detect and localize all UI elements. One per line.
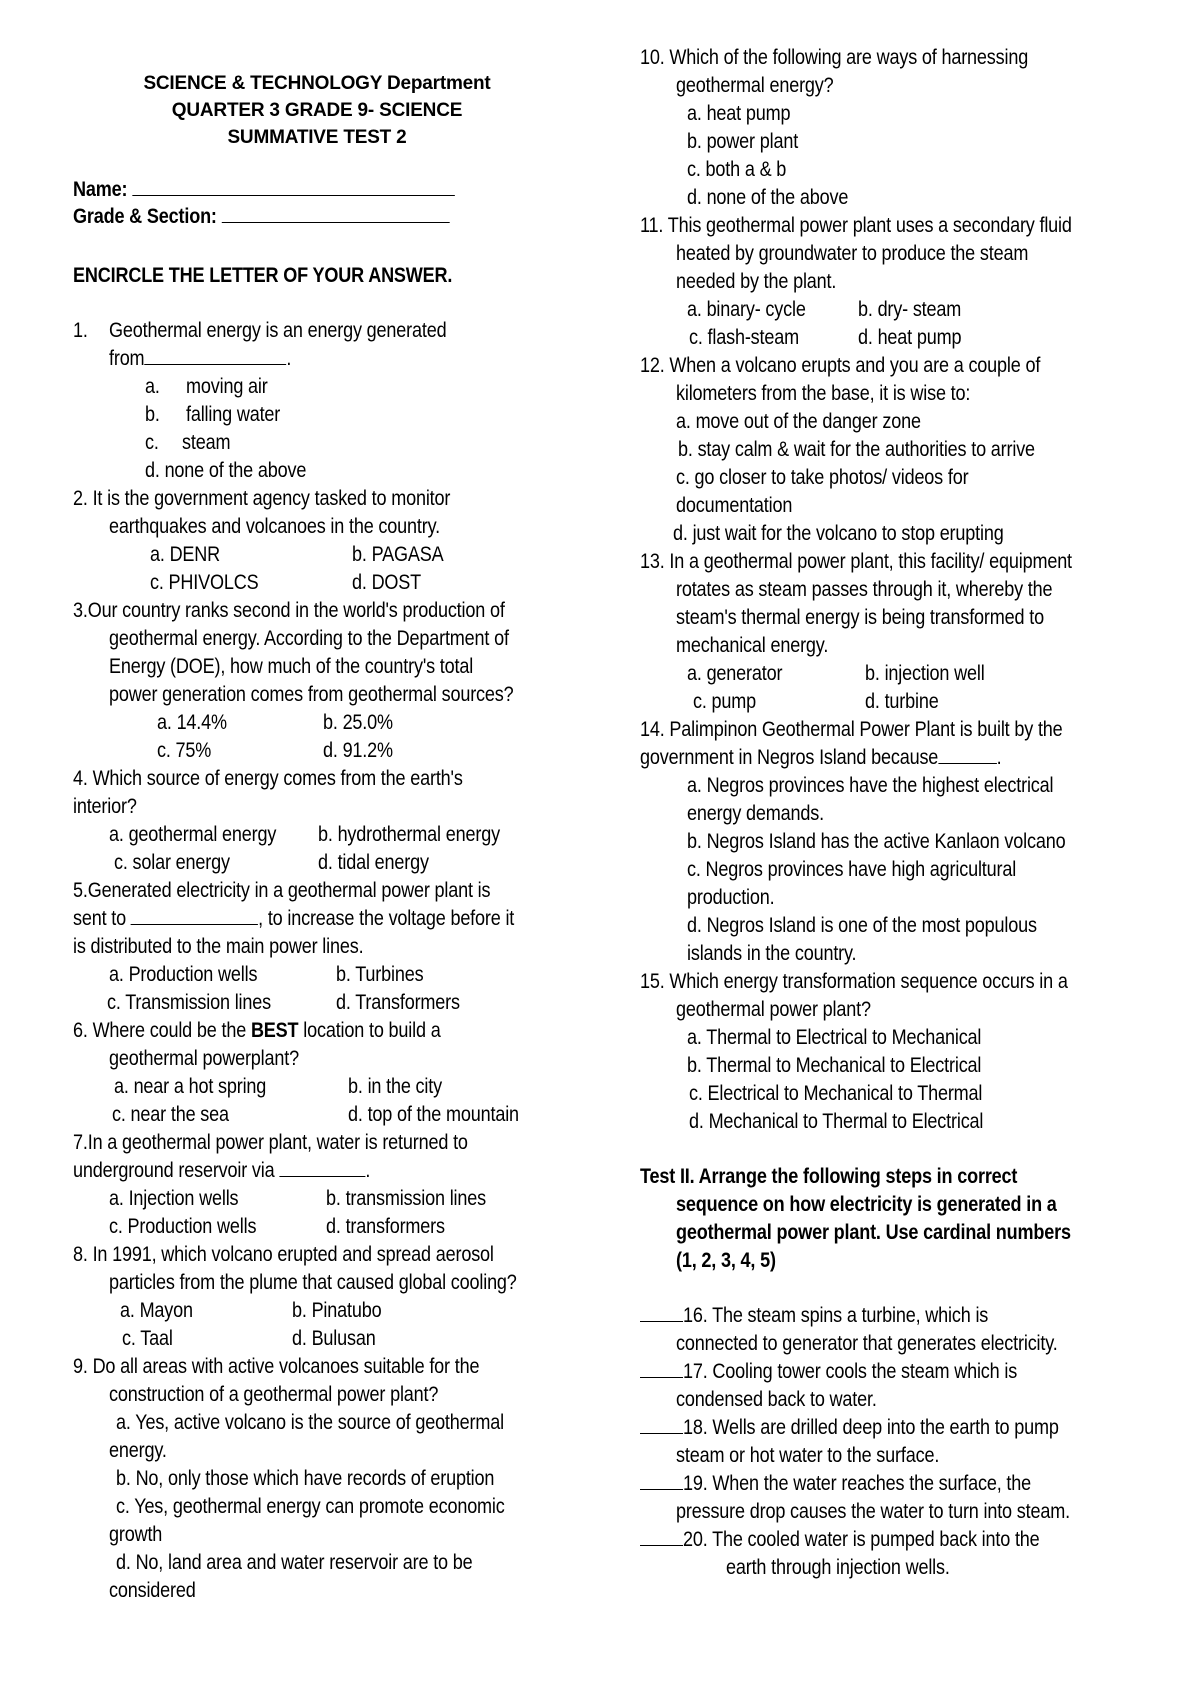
q14-option-a[interactable]: a. Negros provinces have the highest electrical (687, 774, 1054, 797)
q10-stem-line2: geothermal energy? (676, 74, 834, 97)
test2-instruction-line4: (1, 2, 3, 4, 5) (676, 1249, 776, 1272)
q14-option-a-line2: energy demands. (687, 802, 824, 825)
q6-option-d[interactable]: d. top of the mountain (348, 1103, 519, 1126)
q10-option-b[interactable]: b. power plant (687, 130, 799, 153)
q10-option-a[interactable]: a. heat pump (687, 102, 791, 125)
q7-stem-line2: underground reservoir via . (73, 1159, 371, 1182)
q9-stem: 9. Do all areas with active volcanoes suitable for the (73, 1355, 480, 1378)
q5-blank (131, 906, 258, 925)
q2-stem-line2: earthquakes and volcanoes in the country. (109, 515, 440, 538)
q12-option-c[interactable]: c. go closer to take photos/ videos for (676, 466, 969, 489)
q3-stem: 3.Our country ranks second in the world's production of (73, 599, 505, 622)
q3-stem-line4: power generation comes from geothermal sources? (109, 683, 514, 706)
department-title: SCIENCE & TECHNOLOGY Department (143, 73, 491, 94)
q9-option-a[interactable]: a. Yes, active volcano is the source of geothermal (116, 1411, 504, 1434)
q9-option-b[interactable]: b. No, only those which have records of eruption (116, 1467, 495, 1490)
q5-option-a[interactable]: a. Production wells (109, 963, 258, 986)
q11-option-d[interactable]: d. heat pump (858, 326, 962, 349)
q6-stem: 6. Where could be the BEST location to build a (73, 1019, 441, 1042)
q4-option-d[interactable]: d. tidal energy (318, 851, 429, 874)
q2-option-c[interactable]: c. PHIVOLCS (150, 571, 259, 594)
q19-item: 19. When the water reaches the surface, the (640, 1470, 1031, 1498)
q1-stem-line2: from . (109, 347, 292, 370)
q7-blank (279, 1158, 365, 1177)
q8-option-c[interactable]: c. Taal (122, 1327, 173, 1350)
q6-option-a[interactable]: a. near a hot spring (114, 1075, 267, 1098)
q12-stem-line2: kilometers from the base, it is wise to: (676, 382, 971, 405)
q2-stem: 2. It is the government agency tasked to monitor (73, 487, 451, 510)
q15-stem: 15. Which energy transformation sequence occurs in a (640, 970, 1068, 993)
q11-option-a[interactable]: a. binary- cycle (687, 298, 806, 321)
q10-option-d[interactable]: d. none of the above (687, 186, 849, 209)
q16-answer-blank[interactable] (640, 1303, 683, 1322)
q14-stem: 14. Palimpinon Geothermal Power Plant is built by the (640, 718, 1063, 741)
q17-item: 17. Cooling tower cools the steam which is (640, 1358, 1017, 1386)
q15-option-d[interactable]: d. Mechanical to Thermal to Electrical (689, 1110, 984, 1133)
q4-option-c[interactable]: c. solar energy (114, 851, 230, 874)
q15-option-b[interactable]: b. Thermal to Mechanical to Electrical (687, 1054, 982, 1077)
q1-option-c-letter[interactable]: c. (145, 431, 159, 454)
q11-option-b[interactable]: b. dry- steam (858, 298, 962, 321)
q14-stem-line2: government in Negros Island because . (640, 746, 1002, 769)
q13-option-b[interactable]: b. injection well (865, 662, 985, 685)
q7-stem: 7.In a geothermal power plant, water is returned to (73, 1131, 468, 1154)
q3-option-b[interactable]: b. 25.0% (323, 711, 393, 734)
q11-stem-line2: heated by groundwater to produce the steam (676, 242, 1029, 265)
q15-stem-line2: geothermal power plant? (676, 998, 871, 1021)
test2-instruction-line3: geothermal power plant. Use cardinal numbers (676, 1221, 1071, 1244)
test2-instruction-line2: sequence on how electricity is generated in a (676, 1193, 1057, 1216)
q2-option-a[interactable]: a. DENR (150, 543, 221, 566)
q1-stem: Geothermal energy is an energy generated (109, 319, 447, 342)
q11-stem: 11. This geothermal power plant uses a secondary fluid (640, 214, 1072, 237)
q5-stem-line2: sent to , to increase the voltage before it (73, 907, 515, 930)
q12-option-b[interactable]: b. stay calm & wait for the authorities to arrive (678, 438, 1035, 461)
q8-option-d[interactable]: d. Bulusan (292, 1327, 376, 1350)
q13-stem: 13. In a geothermal power plant, this facility/ equipment (640, 550, 1072, 573)
q10-stem: 10. Which of the following are ways of harnessing (640, 46, 1029, 69)
q8-option-a[interactable]: a. Mayon (120, 1299, 193, 1322)
q14-blank (938, 745, 996, 764)
name-label: Name: (73, 178, 128, 201)
q4-option-b[interactable]: b. hydrothermal energy (318, 823, 500, 846)
q7-option-b[interactable]: b. transmission lines (326, 1187, 487, 1210)
section-label: Grade & Section: (73, 205, 217, 228)
q7-option-d[interactable]: d. transformers (326, 1215, 445, 1238)
q15-option-a[interactable]: a. Thermal to Electrical to Mechanical (687, 1026, 982, 1049)
q15-option-c[interactable]: c. Electrical to Mechanical to Thermal (689, 1082, 983, 1105)
q1-blank (144, 346, 286, 365)
q1-option-d[interactable]: d. none of the above (145, 459, 307, 482)
q4-stem: 4. Which source of energy comes from the earth's (73, 767, 463, 790)
q14-option-c-line2: production. (687, 886, 775, 909)
name-row (73, 176, 455, 204)
q12-stem: 12. When a volcano erupts and you are a couple of (640, 354, 1041, 377)
instruction: ENCIRCLE THE LETTER OF YOUR ANSWER. (73, 264, 453, 287)
q14-option-d-line2: islands in the country. (687, 942, 857, 965)
q13-option-d[interactable]: d. turbine (865, 690, 939, 713)
q11-stem-line3: needed by the plant. (676, 270, 837, 293)
q9-option-d[interactable]: d. No, land area and water reservoir are to be (116, 1551, 473, 1574)
q3-stem-line2: geothermal energy. According to the Department of (109, 627, 509, 650)
q4-stem-line2: interior? (73, 795, 137, 818)
q1-number: 1. (73, 319, 88, 342)
q17-answer-blank[interactable] (640, 1359, 683, 1378)
q11-option-c[interactable]: c. flash-steam (689, 326, 800, 349)
q13-option-a[interactable]: a. generator (687, 662, 783, 685)
q16-item-line2: connected to generator that generates electricity. (676, 1332, 1058, 1355)
q8-option-b[interactable]: b. Pinatubo (292, 1299, 382, 1322)
q2-option-b[interactable]: b. PAGASA (352, 543, 444, 566)
q14-option-b[interactable]: b. Negros Island has the active Kanlaon volcano (687, 830, 1066, 853)
q3-stem-line3: Energy (DOE), how much of the country's total (109, 655, 474, 678)
name-blank[interactable] (132, 177, 455, 196)
q20-item: 20. The cooled water is pumped back into the (640, 1526, 1040, 1554)
q7-option-c[interactable]: c. Production wells (109, 1215, 257, 1238)
q20-item-line2: earth through injection wells. (726, 1556, 950, 1579)
q1-option-a[interactable]: moving air (186, 375, 268, 398)
q19-item-line2: pressure drop causes the water to turn into steam. (676, 1500, 1070, 1523)
q18-answer-blank[interactable] (640, 1415, 683, 1434)
q12-option-c-line2: documentation (676, 494, 793, 517)
q6-stem-line2: geothermal powerplant? (109, 1047, 299, 1070)
q9-option-d-line2: considered (109, 1579, 196, 1602)
q9-option-c-line2: growth (109, 1523, 163, 1546)
q19-answer-blank[interactable] (640, 1471, 683, 1490)
q5-option-c[interactable]: c. Transmission lines (107, 991, 272, 1014)
q8-stem: 8. In 1991, which volcano erupted and spread aerosol (73, 1243, 494, 1266)
q13-stem-line2: rotates as steam passes through it, whereby the (676, 578, 1053, 601)
q13-stem-line4: mechanical energy. (676, 634, 829, 657)
q1-option-b-letter[interactable]: b. (145, 403, 160, 426)
q9-stem-line2: construction of a geothermal power plant? (109, 1383, 439, 1406)
test2-instruction: Test II. Arrange the following steps in correct (640, 1165, 1018, 1188)
q20-answer-blank[interactable] (640, 1527, 683, 1546)
q13-option-c[interactable]: c. pump (693, 690, 757, 713)
quarter-title: QUARTER 3 GRADE 9- SCIENCE (171, 100, 463, 121)
q13-stem-line3: steam's thermal energy is being transformed to (676, 606, 1044, 629)
q3-option-d[interactable]: d. 91.2% (323, 739, 393, 762)
q1-option-c[interactable]: steam (182, 431, 231, 454)
q10-option-c[interactable]: c. both a & b (687, 158, 787, 181)
q1-option-b[interactable]: falling water (186, 403, 281, 426)
test-title: SUMMATIVE TEST 2 (227, 127, 407, 148)
q6-option-c[interactable]: c. near the sea (112, 1103, 229, 1126)
q1-option-a-letter[interactable]: a. (145, 375, 160, 398)
q14-option-c[interactable]: c. Negros provinces have high agricultural (687, 858, 1017, 881)
q12-option-a[interactable]: a. move out of the danger zone (676, 410, 921, 433)
q3-option-a[interactable]: a. 14.4% (157, 711, 227, 734)
q5-stem-line3: is distributed to the main power lines. (73, 935, 364, 958)
q12-option-d[interactable]: d. just wait for the volcano to stop erupting (673, 522, 1004, 545)
q8-stem-line2: particles from the plume that caused global cooling? (109, 1271, 517, 1294)
q2-option-d[interactable]: d. DOST (352, 571, 422, 594)
q18-item-line2: steam or hot water to the surface. (676, 1444, 940, 1467)
q5-option-b[interactable]: b. Turbines (336, 963, 424, 986)
q18-item: 18. Wells are drilled deep into the earth to pump (640, 1414, 1059, 1442)
q3-option-c[interactable]: c. 75% (157, 739, 212, 762)
section-row (73, 203, 450, 231)
q14-option-d[interactable]: d. Negros Island is one of the most populous (687, 914, 1037, 937)
q7-option-a[interactable]: a. Injection wells (109, 1187, 239, 1210)
q5-stem: 5.Generated electricity in a geothermal power plant is (73, 879, 491, 902)
q16-item: 16. The steam spins a turbine, which is (640, 1302, 988, 1330)
q9-option-a-line2: energy. (109, 1439, 167, 1462)
q9-option-c[interactable]: c. Yes, geothermal energy can promote economic (116, 1495, 505, 1518)
q4-option-a[interactable]: a. geothermal energy (109, 823, 277, 846)
q5-option-d[interactable]: d. Transformers (336, 991, 460, 1014)
q6-option-b[interactable]: b. in the city (348, 1075, 442, 1098)
q17-item-line2: condensed back to water. (676, 1388, 877, 1411)
section-blank[interactable] (222, 204, 450, 223)
